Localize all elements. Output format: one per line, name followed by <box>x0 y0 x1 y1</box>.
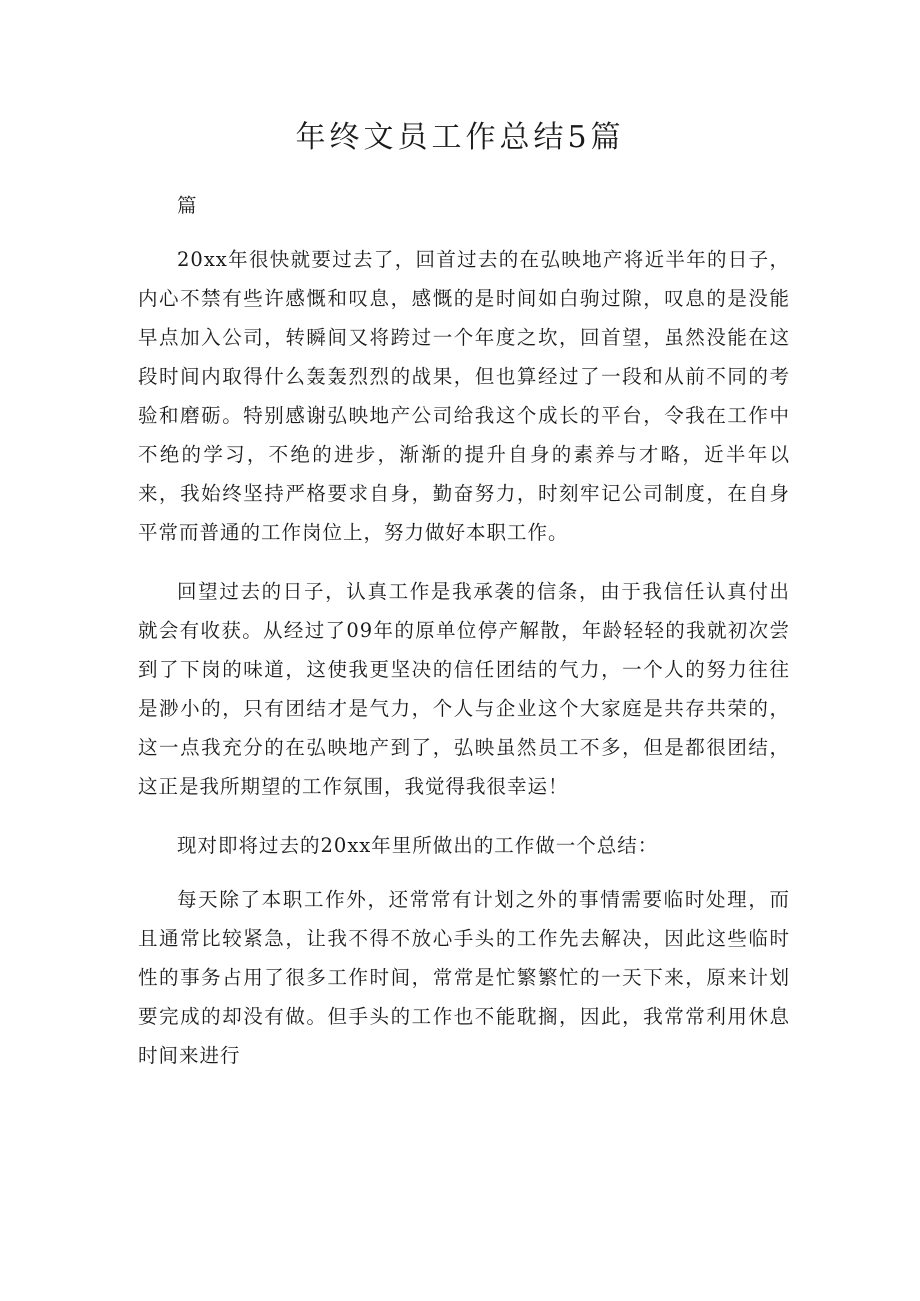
document-title: 年终文员工作总结5篇 <box>295 120 625 155</box>
paragraph-intro: 20xx年很快就要过去了，回首过去的在弘映地产将近半年的日子，内心不禁有些许感慨和叹息，感慨的是时间如白驹过隙，叹息的是没能早点加入公司，转瞬间又将跨过一个年度之坎，回首望，虽然没能在这段时间内取得什么轰轰烈烈的战果，但也算经过了一段和从前不同的考验和磨砺。特别感谢弘映地产公司给我这个成长的平台，令我在工作中不绝的学习，不绝的进步，渐渐的提升自身的素养与才略，近半年以来，我始终坚持严格要求自身，勤奋努力，时刻牢记公司制度，在自身平常而普通的工作岗位上，努力做好本职工作。 <box>138 248 790 544</box>
section-heading: 篇 <box>177 194 198 217</box>
paragraph-daily-work: 每天除了本职工作外，还常常有计划之外的事情需要临时处理，而且通常比较紧急，让我不得不放心手头的工作先去解决，因此这些临时性的事务占用了很多工作时间，常常是忙繁繁忙的一天下来，原来计划要完成的却没有做。但手头的工作也不能耽搁，因此，我常常利用休息时间来进行 <box>138 888 790 1067</box>
document-body <box>138 186 790 1095</box>
paragraph-reflection: 回望过去的日子，认真工作是我承袭的信条，由于我信任认真付出就会有收获。从经过了09年的原单位停产解散，年龄轻轻的我就初次尝到了下岗的味道，这使我更坚决的信任团结的气力，一个人的努力往往是渺小的，只有团结才是气力，个人与企业这个大家庭是共存共荣的，这一点我充分的在弘映地产到了，弘映虽然员工不多，但是都很团结，这正是我所期望的工作氛围，我觉得我很幸运！ <box>138 580 790 798</box>
paragraph-summary-lead: 现对即将过去的20xx年里所做出的工作做一个总结： <box>177 834 659 857</box>
